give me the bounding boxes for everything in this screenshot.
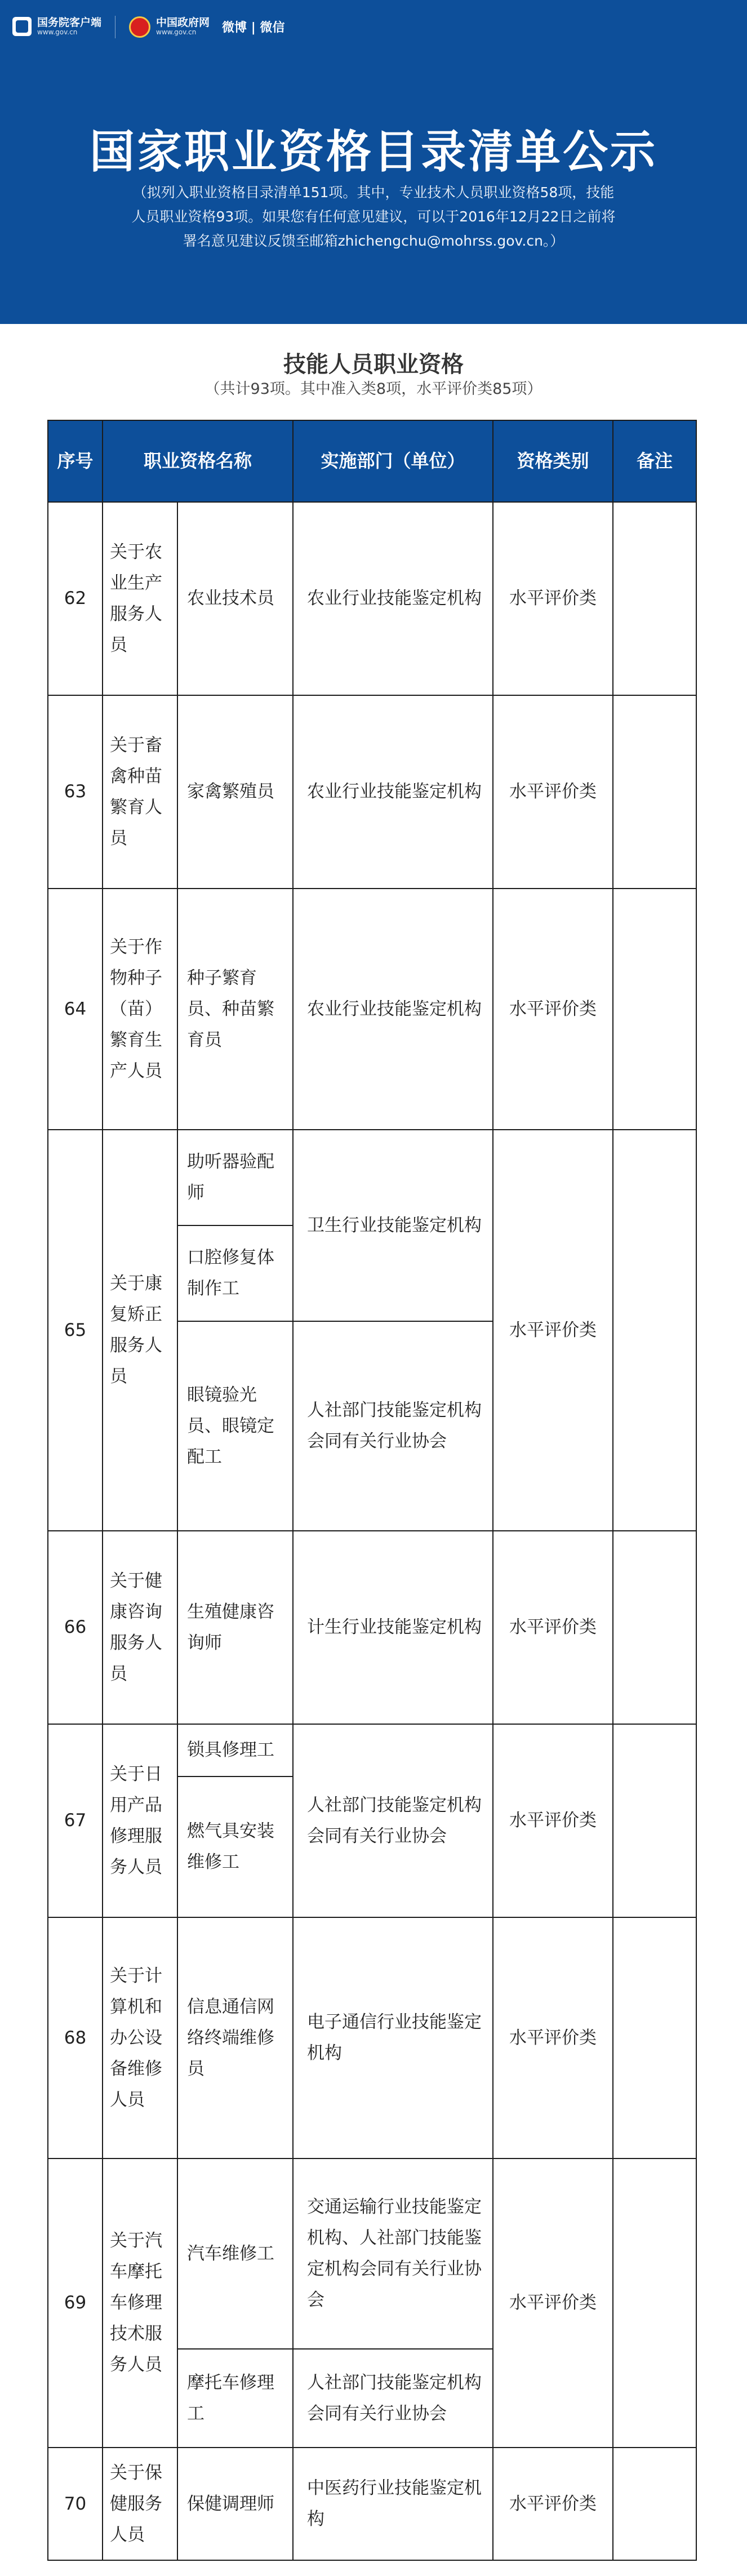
national-emblem-icon (129, 16, 150, 38)
qualification-name: 燃气具安装维修工 (177, 1776, 293, 1917)
gov-logo[interactable] (129, 16, 210, 38)
table-row (48, 1531, 696, 1724)
row-no: 70 (48, 2448, 103, 2560)
note (613, 2448, 696, 2560)
department: 电子通信行业技能鉴定机构 (293, 1917, 493, 2158)
table-row (48, 2158, 696, 2349)
qualification-name: 口腔修复体制作工 (177, 1225, 293, 1321)
section-title: 技能人员职业资格 (283, 352, 464, 377)
qualification-type: 水平评价类 (493, 1531, 613, 1724)
row-category: 关于畜禽种苗繁育人员 (103, 695, 177, 889)
row-category: 关于农业生产服务人员 (103, 502, 177, 695)
qualification-type: 水平评价类 (493, 1130, 613, 1531)
row-category: 关于康复矫正服务人员 (103, 1130, 177, 1531)
qualification-name: 信息通信网络终端维修员 (177, 1917, 293, 2158)
note (613, 502, 696, 695)
department: 农业行业技能鉴定机构 (293, 502, 493, 695)
row-no: 66 (48, 1531, 103, 1724)
qualification-name: 汽车维修工 (177, 2158, 293, 2349)
row-category: 关于汽车摩托车修理技术服务人员 (103, 2158, 177, 2448)
col-header-type: 资格类别 (493, 420, 613, 502)
col-header-no: 序号 (48, 420, 103, 502)
col-header-note: 备注 (613, 420, 696, 502)
app-name: 国务院客户端 (37, 16, 102, 29)
row-no: 64 (48, 889, 103, 1130)
section-subtitle: （共计93项。其中准入类8项，水平评价类85项） (204, 380, 543, 398)
table-row (48, 2448, 696, 2560)
table-header-row (48, 420, 696, 502)
qualification-name: 眼镜验光员、眼镜定配工 (177, 1321, 293, 1531)
note (613, 1130, 696, 1531)
table-row (48, 889, 696, 1130)
qualification-type: 水平评价类 (493, 1724, 613, 1917)
note (613, 1917, 696, 2158)
qualification-name: 助听器验配师 (177, 1130, 293, 1225)
row-no: 67 (48, 1724, 103, 1917)
note (613, 1531, 696, 1724)
weibo-weixin-links[interactable]: 微博 | 微信 (222, 21, 285, 35)
col-header-name: 职业资格名称 (103, 420, 293, 502)
row-category: 关于健康咨询服务人员 (103, 1531, 177, 1724)
note (613, 2158, 696, 2448)
row-category: 关于计算机和办公设备维修人员 (103, 1917, 177, 2158)
department: 交通运输行业技能鉴定机构、人社部门技能鉴定机构会同有关行业协会 (293, 2158, 493, 2349)
note (613, 1724, 696, 1917)
department: 计生行业技能鉴定机构 (293, 1531, 493, 1724)
row-no: 63 (48, 695, 103, 889)
qualification-type: 水平评价类 (493, 2158, 613, 2448)
note (613, 889, 696, 1130)
department: 农业行业技能鉴定机构 (293, 889, 493, 1130)
table-row (48, 502, 696, 695)
qualification-type: 水平评价类 (493, 695, 613, 889)
table-row (48, 1917, 696, 2158)
department: 中医药行业技能鉴定机构 (293, 2448, 493, 2560)
app-logo-icon (12, 17, 32, 36)
qualification-name: 生殖健康咨询师 (177, 1531, 293, 1724)
top-bar (0, 0, 747, 54)
row-category: 关于保健服务人员 (103, 2448, 177, 2560)
row-no: 68 (48, 1917, 103, 2158)
app-url: www.gov.cn (37, 28, 78, 37)
qualification-name: 家禽繁殖员 (177, 695, 293, 889)
department: 卫生行业技能鉴定机构 (293, 1130, 493, 1321)
row-category: 关于作物种子（苗）繁育生产人员 (103, 889, 177, 1130)
gov-name: 中国政府网 (156, 16, 210, 29)
table-row (48, 695, 696, 889)
department: 人社部门技能鉴定机构会同有关行业协会 (293, 1321, 493, 1531)
qualification-table (47, 420, 697, 2561)
app-logo[interactable] (12, 17, 101, 36)
row-no: 69 (48, 2158, 103, 2448)
table-row (48, 1130, 696, 1225)
qualification-name: 锁具修理工 (177, 1724, 293, 1776)
department: 人社部门技能鉴定机构会同有关行业协会 (293, 2349, 493, 2448)
qualification-type: 水平评价类 (493, 502, 613, 695)
gov-url: www.gov.cn (156, 28, 197, 37)
qualification-name: 摩托车修理工 (177, 2349, 293, 2448)
page-title: 国家职业资格目录清单公示 (90, 126, 657, 178)
department: 农业行业技能鉴定机构 (293, 695, 493, 889)
note (613, 695, 696, 889)
col-header-dept: 实施部门（单位） (293, 420, 493, 502)
row-no: 62 (48, 502, 103, 695)
table-row (48, 1724, 696, 1776)
qualification-name: 种子繁育员、种苗繁育员 (177, 889, 293, 1130)
department: 人社部门技能鉴定机构会同有关行业协会 (293, 1724, 493, 1917)
qualification-name: 保健调理师 (177, 2448, 293, 2560)
row-no: 65 (48, 1130, 103, 1531)
page-header (0, 0, 747, 324)
row-category: 关于日用产品修理服务人员 (103, 1724, 177, 1917)
qualification-type: 水平评价类 (493, 2448, 613, 2560)
qualification-type: 水平评价类 (493, 1917, 613, 2158)
qualification-type: 水平评价类 (493, 889, 613, 1130)
notice-text: （拟列入职业资格目录清单151项。其中，专业技术人员职业资格58项，技能人员职业资格93项。如果您有任何意见建议，可以于2016年12月22日之前将署名意见建议反馈至邮箱zhichengchu@mohrss.gov.cn。） (131, 184, 616, 249)
qualification-name: 农业技术员 (177, 502, 293, 695)
